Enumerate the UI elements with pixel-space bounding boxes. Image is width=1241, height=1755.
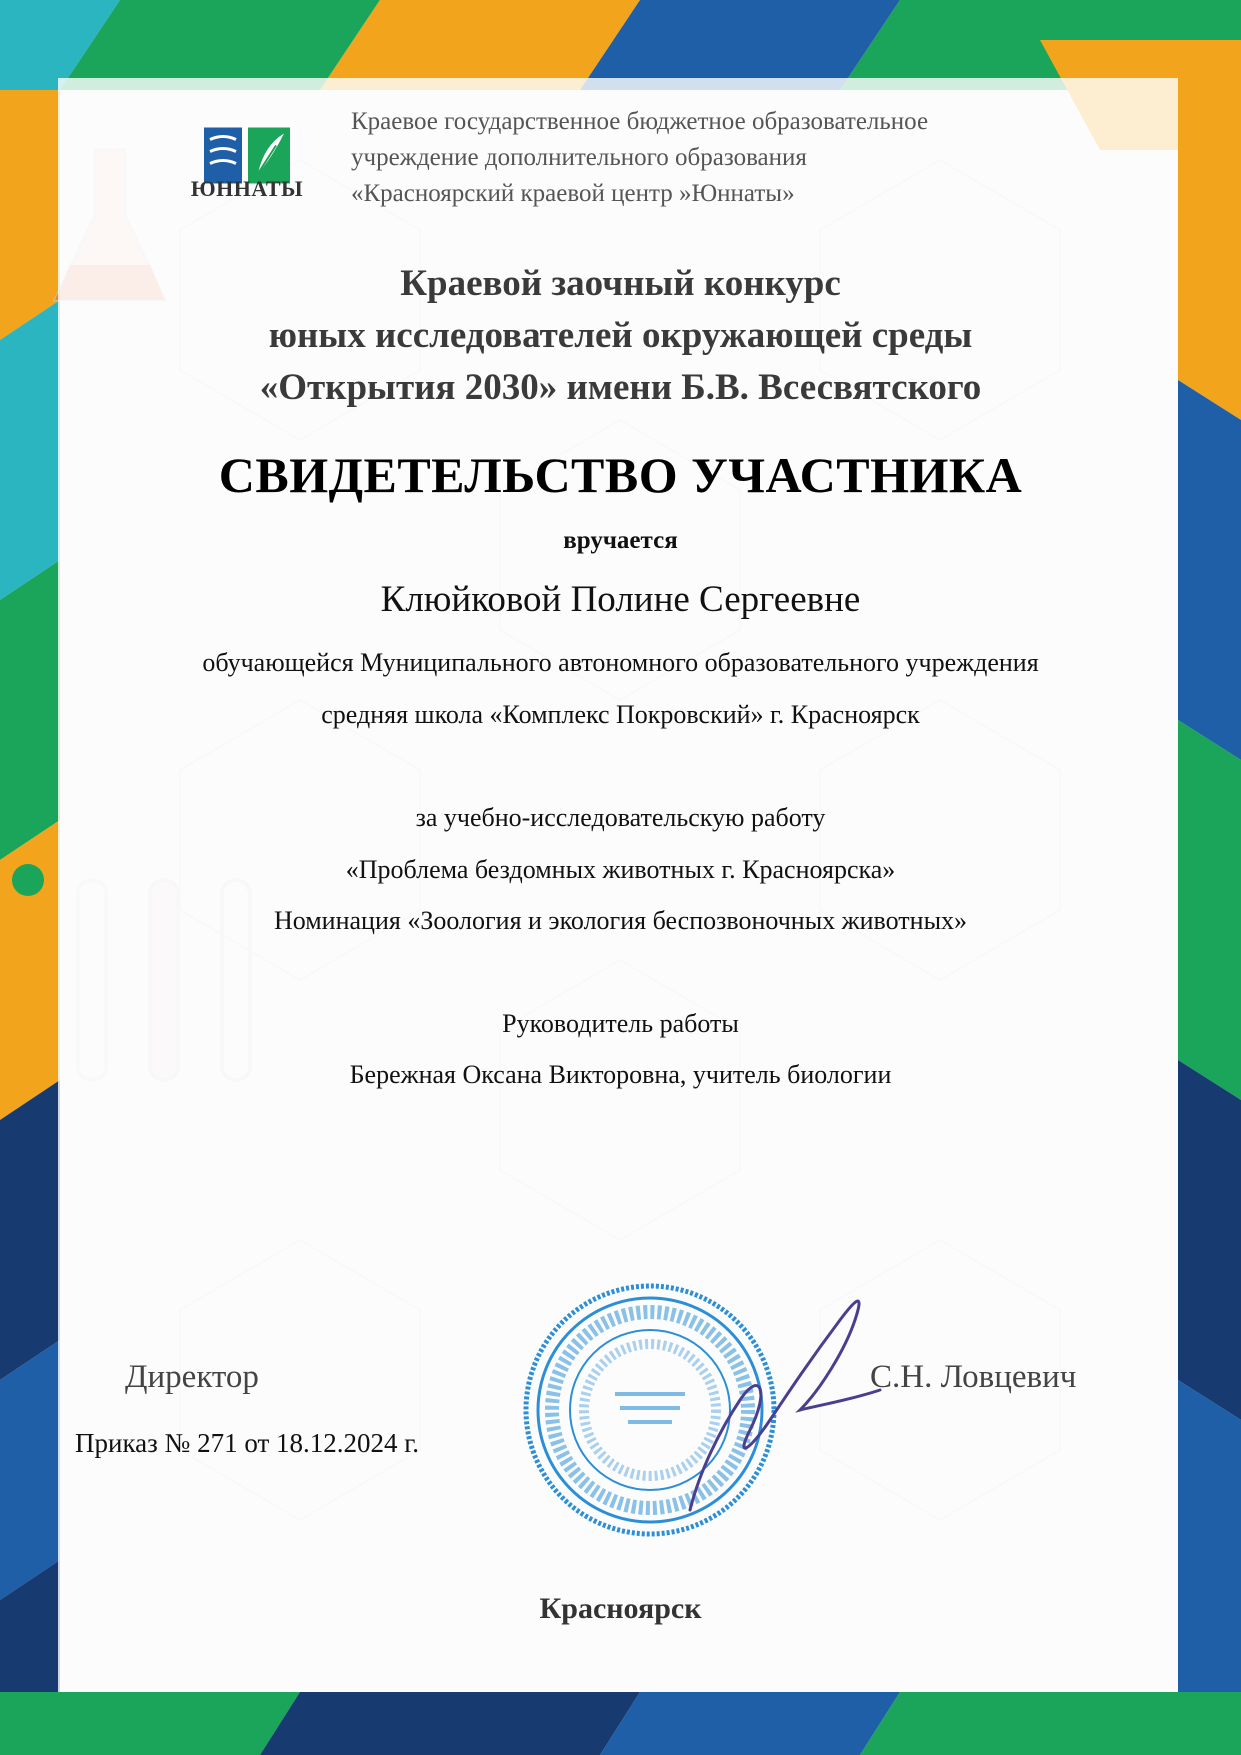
contest-title (0, 258, 1241, 414)
contest-line: Краевой заочный конкурс (400, 263, 841, 304)
awarded-label: вручается (563, 527, 678, 554)
supervisor-label: Руководитель работы (502, 1009, 739, 1038)
signature-icon (680, 1280, 910, 1520)
recipient-name: Клюйковой Полине Сергеевне (380, 579, 861, 620)
director-name: С.Н. Ловцевич (870, 1359, 1077, 1395)
organization-line: учреждение дополнительного образования (351, 144, 807, 171)
work-title: «Проблема бездомных животных г. Красноярска» (345, 855, 896, 884)
city-label: Красноярск (539, 1592, 702, 1625)
nomination: Номинация «Зоология и экология беспозвоночных животных» (273, 906, 968, 935)
order-reference: Приказ № 271 от 18.12.2024 г. (75, 1428, 420, 1458)
organization-header (351, 104, 928, 212)
institution-line: обучающейся Муниципального автономного образовательного учреждения (202, 648, 1039, 677)
certificate-title: СВИДЕТЕЛЬСТВО УЧАСТНИКА (218, 447, 1023, 503)
contest-line: «Открытия 2030» имени Б.В. Всесвятского (259, 367, 982, 408)
director-label: Директор (125, 1359, 259, 1395)
organization-line: «Красноярский краевой центр »Юннаты» (351, 180, 795, 207)
logo-title: ЮННАТЫ (190, 176, 304, 201)
work-intro: за учебно-исследовательскую работу (415, 803, 826, 832)
institution-line: средняя школа «Комплекс Покровский» г. Красноярск (321, 700, 920, 729)
contest-line: юных исследователей окружающей среды (268, 315, 973, 356)
organization-line: Краевое государственное бюджетное образовательное (351, 108, 929, 135)
supervisor-name: Бережная Оксана Викторовна, учитель биологии (349, 1060, 892, 1089)
